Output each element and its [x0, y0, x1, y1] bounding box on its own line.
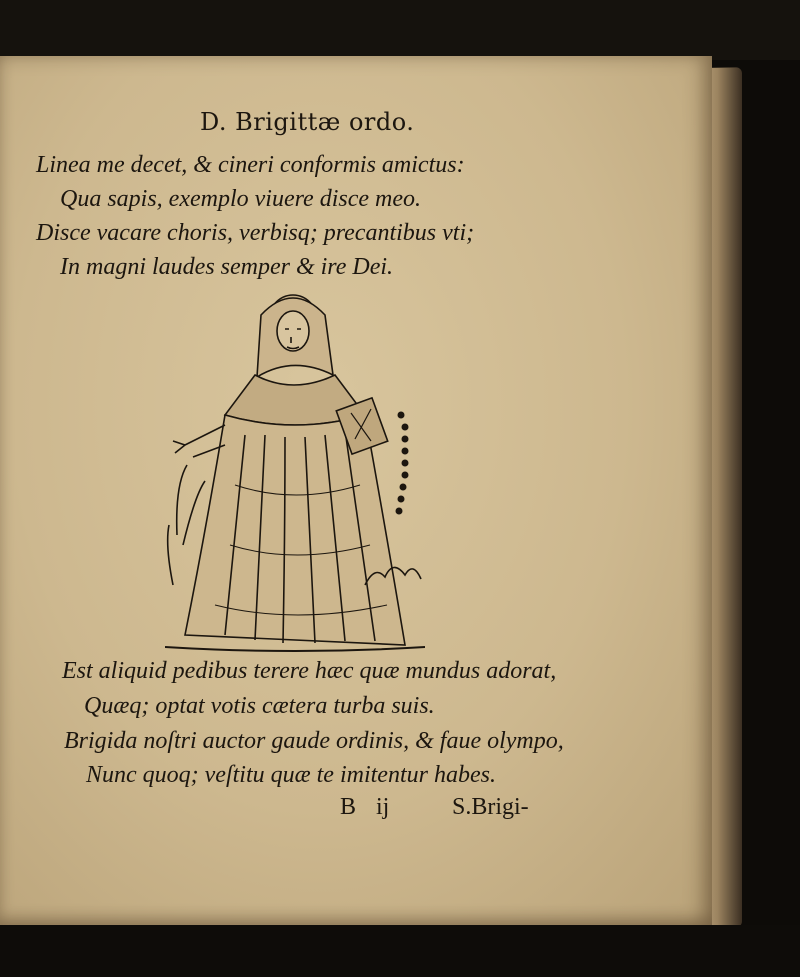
background-top [0, 0, 800, 60]
verse-line-1: Linea me decet, & cineri conformis amictus: [36, 152, 465, 178]
woodcut-nun-icon [165, 285, 425, 665]
verse-line-2: Qua sapis, exemplo viuere disce meo. [60, 186, 422, 212]
verse-line-6: Quæq; optat votis cætera turba suis. [84, 693, 435, 719]
verse-line-3: Disce vacare choris, verbisq; precantibus vti; [36, 220, 475, 246]
verse-line-7: Brigida noſtri auctor gaude ordinis, & faue olympo, [64, 728, 564, 754]
catchword: S.Brigi- [452, 794, 529, 820]
signature-mark: B ij [340, 794, 390, 820]
verse-line-5: Est aliquid pedibus terere hæc quæ mundus adorat, [62, 658, 557, 684]
verse-line-8: Nunc quoq; veſtitu quæ te imitentur habes. [86, 762, 496, 788]
page-title: D. Brigittæ ordo. [200, 108, 415, 136]
background-bottom [0, 925, 800, 977]
verse-line-4: In magni laudes semper & ire Dei. [60, 254, 394, 280]
